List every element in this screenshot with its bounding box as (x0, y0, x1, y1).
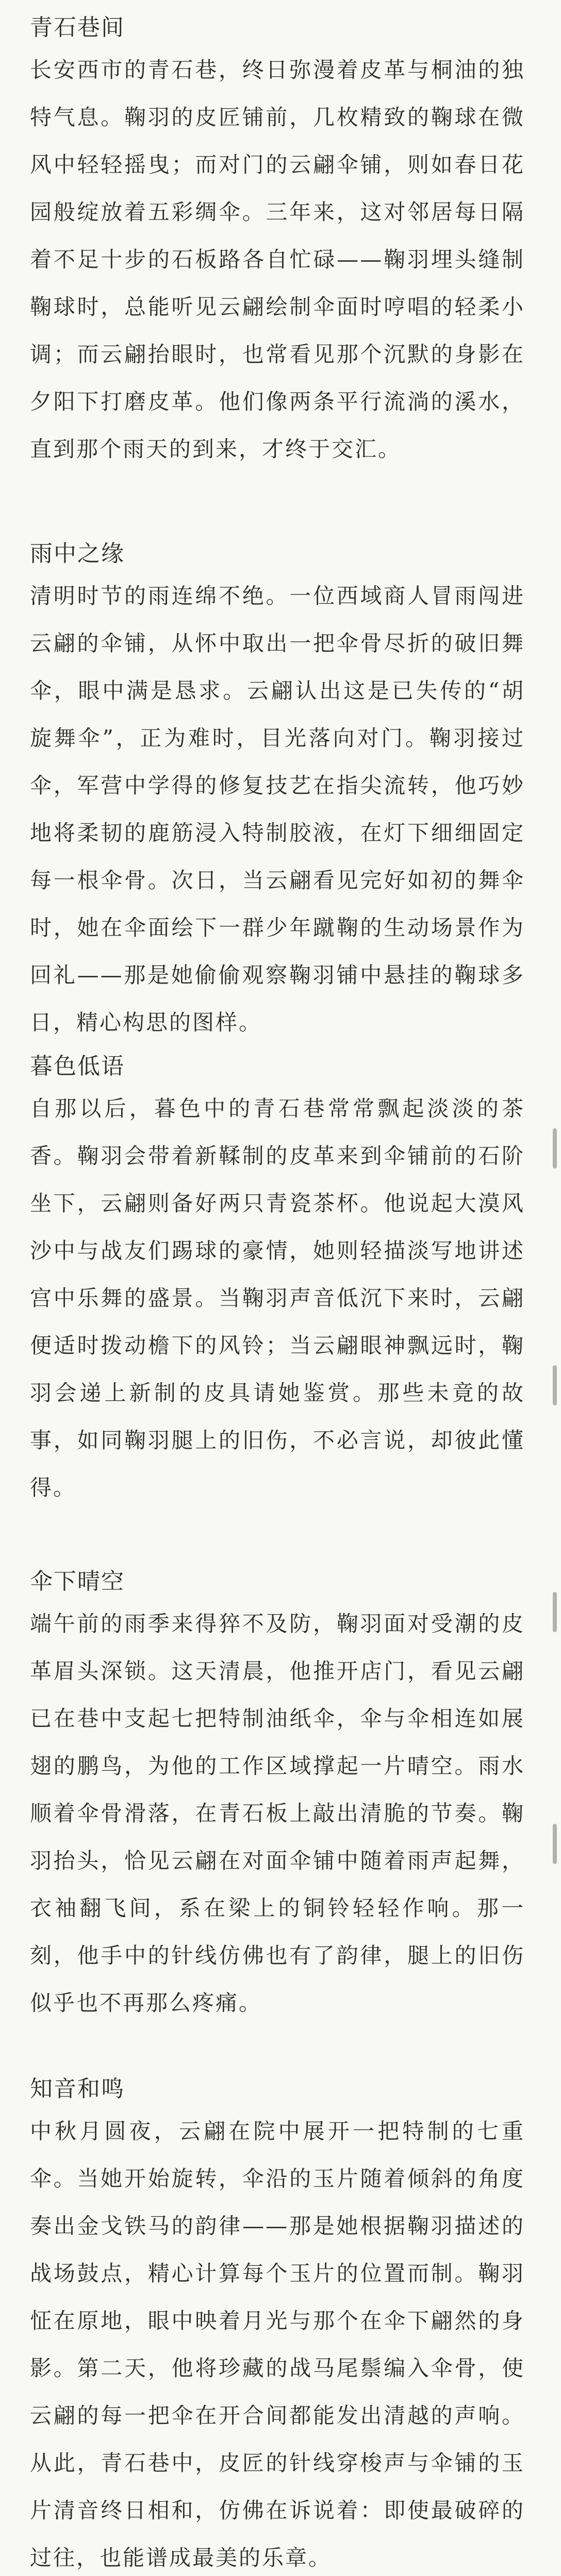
story-section-clear-sky-under-umbrellas (30, 1566, 525, 2027)
scroll-indicator[interactable] (553, 1128, 557, 1168)
section-title: 知音和鸣 (30, 2076, 125, 2102)
story-section-rain-encounter (30, 538, 525, 1046)
section-title: 伞下晴空 (30, 1568, 125, 1595)
section-title: 雨中之缘 (30, 540, 125, 567)
section-title: 暮色低语 (30, 1053, 125, 1079)
story-section-qingshi-alley (30, 12, 525, 473)
section-body: 长安西市的青石巷，终日弥漫着皮革与桐油的独特气息。鞠羽的皮匠铺前，几枚精致的鞠球在微风中轻轻摇曳；而对门的云翩伞铺，则如春日花园般绽放着五彩绸伞。三年来，这对邻居每日隔着不足十步的石板路各自忙碌——鞠羽埋头缝制鞠球时，总能听见云翩绘制伞面时哼唱的轻柔小调；而云翩抬眼时，也常看见那个沉默的身影在夕阳下打磨皮革。他们像两条平行流淌的溪水，直到那个雨天的到来，才终于交汇。 (30, 57, 525, 462)
section-title: 青石巷间 (30, 14, 125, 41)
section-body: 自那以后，暮色中的青石巷常常飘起淡淡的茶香。鞠羽会带着新鞣制的皮革来到伞铺前的石阶坐下，云翩则备好两只青瓷茶杯。他说起大漠风沙中与战友们踢球的豪情，她则轻描淡写地讲述宫中乐舞的盛景。当鞠羽声音低沉下来时，云翩便适时拨动檐下的风铃；当云翩眼神飘远时，鞠羽会递上新制的皮具请她鉴赏。那些未竟的故事，如同鞠羽腿上的旧伤，不必言说，却彼此懂得。 (30, 1096, 525, 1500)
scroll-indicator[interactable] (553, 1365, 557, 1405)
section-body: 中秋月圆夜，云翩在院中展开一把特制的七重伞。当她开始旋转，伞沿的玉片随着倾斜的角度奏出金戈铁马的韵律——那是她根据鞠羽描述的战场鼓点，精心计算每个玉片的位置而制。鞠羽怔在原地，眼中映着月光与那个在伞下翩然的身影。第二天，他将珍藏的战马尾鬃编入伞骨，使云翩的每一把伞在开合间都能发出清越的声响。从此，青石巷中，皮匠的针线穿梭声与伞铺的玉片清音终日相和，仿佛在诉说着：即使最破碎的过往，也能谱成最美的乐章。 (30, 2119, 525, 2570)
scroll-indicator[interactable] (553, 1824, 557, 1864)
story-section-dusk-whispers (30, 1051, 525, 1512)
story-section-kindred-harmony (30, 2074, 525, 2576)
section-body: 端午前的雨季来得猝不及防，鞠羽面对受潮的皮革眉头深锁。这天清晨，他推开店门，看见云翩已在巷中支起七把特制油纸伞，伞与伞相连如展翅的鹏鸟，为他的工作区域撑起一片晴空。雨水顺着伞骨滑落，在青石板上敲出清脆的节奏。鞠羽抬头，恰见云翩在对面伞铺中随着雨声起舞，衣袖翻飞间，系在梁上的铜铃轻轻作响。那一刻，他手中的针线仿佛也有了韵律，腿上的旧伤似乎也不再那么疼痛。 (30, 1611, 525, 2015)
scroll-indicator[interactable] (553, 1592, 557, 1632)
section-body: 清明时节的雨连绵不绝。一位西域商人冒雨闯进云翩的伞铺，从怀中取出一把伞骨尽折的破旧舞伞，眼中满是恳求。云翩认出这是已失传的“胡旋舞伞”，正为难时，目光落向对门。鞠羽接过伞，军营中学得的修复技艺在指尖流转，他巧妙地将柔韧的鹿筋浸入特制胶液，在灯下细细固定每一根伞骨。次日，当云翩看见完好如初的舞伞时，她在伞面绘下一群少年蹴鞠的生动场景作为回礼——那是她偷偷观察鞠羽铺中悬挂的鞠球多日，精心构思的图样。 (30, 583, 525, 1035)
